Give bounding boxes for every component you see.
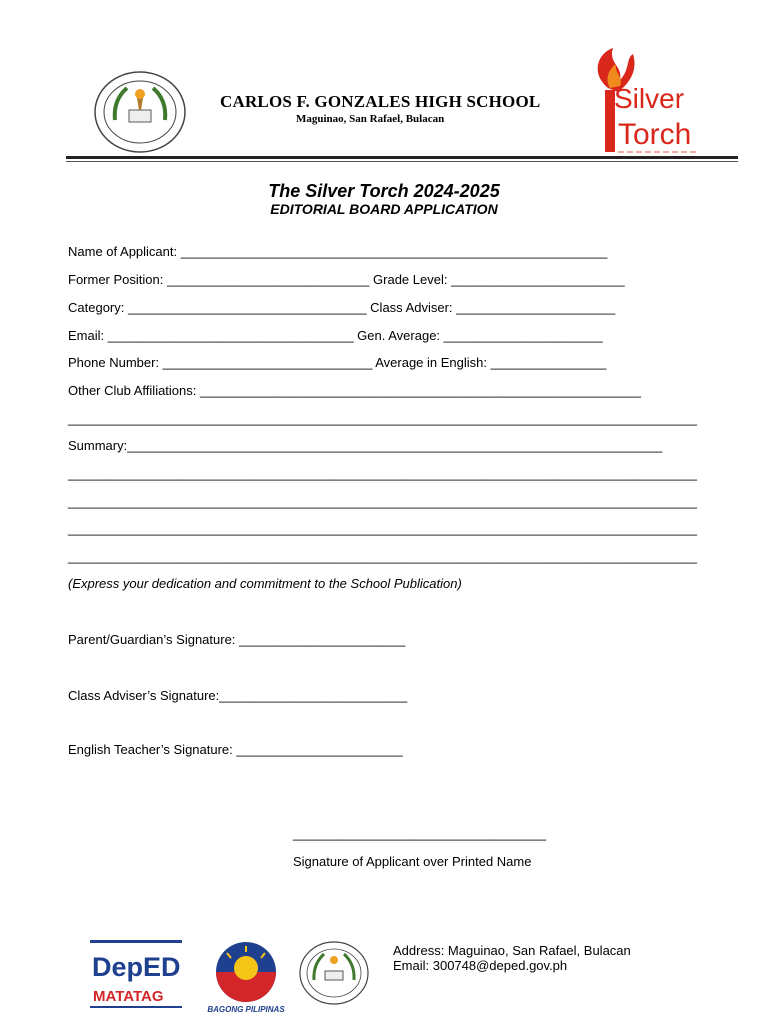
applicant-signature-label: Signature of Applicant over Printed Name: [293, 854, 532, 869]
header-divider: [66, 156, 738, 159]
field-former-position-grade-level[interactable]: Former Position: ____________________________ Grade Level: ________________________: [68, 272, 625, 287]
english-teacher-signature-field[interactable]: English Teacher’s Signature: _______________________: [68, 742, 403, 757]
matatag-wordmark: MATATAG: [93, 988, 164, 1005]
deped-wordmark: DepED: [92, 952, 181, 982]
footer-email: Email: 300748@deped.gov.ph: [393, 958, 568, 973]
field-summary-line-5[interactable]: _______________________________________________________________________________________: [68, 549, 698, 564]
school-seal-logo: [93, 70, 187, 154]
footer-address: Address: Maguinao, San Rafael, Bulacan: [393, 943, 631, 958]
field-summary-line-4[interactable]: _______________________________________________________________________________________: [68, 521, 698, 536]
summary-instruction-note: (Express your dedication and commitment to the School Publication): [68, 576, 462, 591]
field-phone-average-english[interactable]: Phone Number: _____________________________ Average in English: ________________: [68, 355, 607, 370]
bagong-pilipinas-logo: [203, 938, 289, 1016]
class-adviser-signature-field[interactable]: Class Adviser’s Signature:__________________________: [68, 688, 408, 703]
field-other-club-affiliations[interactable]: Other Club Affiliations: _____________________________________________________________: [68, 383, 642, 398]
form-title: The Silver Torch 2024-2025: [268, 181, 500, 201]
school-seal-footer-logo: [298, 940, 370, 1006]
silver-torch-logo: [578, 48, 714, 158]
deped-matatag-logo: [90, 940, 182, 1012]
field-summary-line-3[interactable]: _______________________________________________________________________________________: [68, 494, 698, 509]
header-divider-thin: [66, 161, 738, 162]
brand-word-silver: Silver: [614, 83, 685, 114]
field-category-class-adviser[interactable]: Category: _________________________________ Class Adviser: ______________________: [68, 300, 616, 315]
bagong-pilipinas-wordmark: BAGONG PILIPINAS: [207, 1005, 285, 1014]
brand-word-torch: Torch: [618, 118, 692, 151]
field-summary-line-2[interactable]: _______________________________________________________________________________________: [68, 466, 698, 481]
field-affiliations-continued[interactable]: _______________________________________________________________________________________: [68, 411, 698, 426]
school-address: Maguinao, San Rafael, Bulacan: [296, 113, 445, 125]
parent-guardian-signature-field[interactable]: Parent/Guardian’s Signature: _______________________: [68, 632, 406, 647]
applicant-signature-line[interactable]: ___________________________________: [293, 826, 547, 841]
field-email-gen-average[interactable]: Email: __________________________________ Gen. Average: ______________________: [68, 328, 603, 343]
field-name-of-applicant[interactable]: Name of Applicant: ___________________________________________________________: [68, 244, 608, 259]
field-summary[interactable]: Summary:__________________________________________________________________________: [68, 438, 663, 453]
form-subtitle: EDITORIAL BOARD APPLICATION: [270, 201, 498, 217]
school-name: CARLOS F. GONZALES HIGH SCHOOL: [220, 92, 541, 111]
